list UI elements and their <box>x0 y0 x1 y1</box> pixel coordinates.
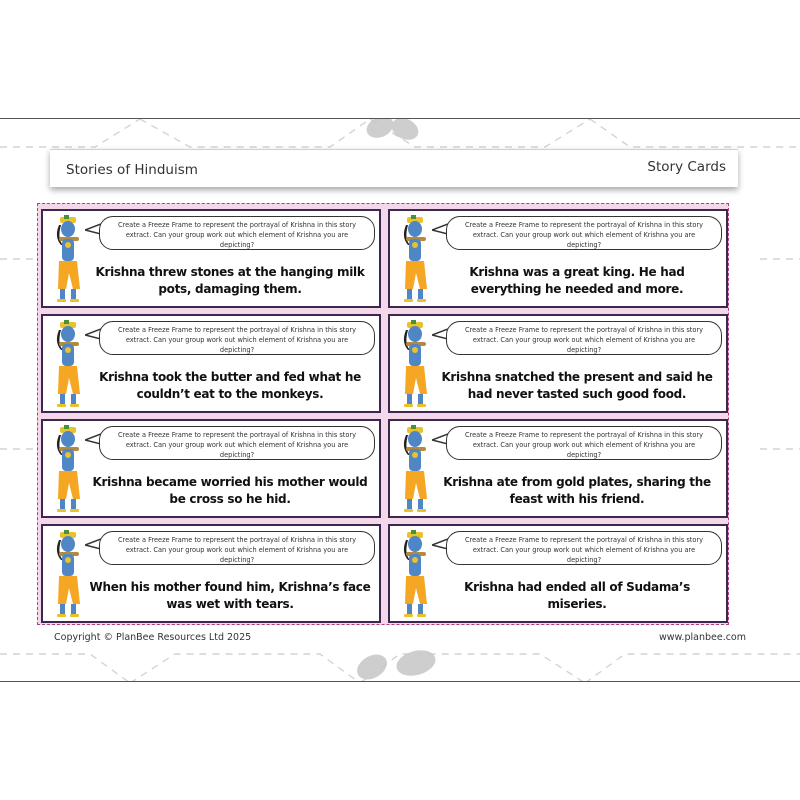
freeze-frame-prompt: Create a Freeze Frame to represent the portrayal of Krishna in this story extract. Can your group work out which element of Krishna you are depicting? <box>446 531 722 565</box>
krishna-illustration-icon <box>49 215 89 305</box>
story-card <box>41 524 381 623</box>
story-card <box>388 419 728 518</box>
story-text: Krishna threw stones at the hanging milk pots, damaging them. <box>95 265 365 296</box>
krishna-illustration-icon <box>396 215 436 305</box>
page-header <box>50 149 738 187</box>
krishna-illustration-icon <box>49 530 89 620</box>
story-card <box>388 209 728 308</box>
freeze-frame-prompt: Create a Freeze Frame to represent the portrayal of Krishna in this story extract. Can your group work out which element of Krishna you are depicting? <box>99 531 375 565</box>
story-card <box>388 314 728 413</box>
story-text: Krishna was a great king. He had everything he needed and more. <box>469 265 685 296</box>
story-text: Krishna took the butter and fed what he couldn’t eat to the monkeys. <box>99 370 361 401</box>
section-label: Story Cards <box>647 159 726 175</box>
krishna-illustration-icon <box>396 425 436 515</box>
freeze-frame-prompt: Create a Freeze Frame to represent the portrayal of Krishna in this story extract. Can your group work out which element of Krishna you are depicting? <box>99 426 375 460</box>
story-text: Krishna became worried his mother would be cross so he hid. <box>92 475 368 506</box>
story-text: Krishna snatched the present and said he had never tasted such good food. <box>441 370 713 401</box>
freeze-frame-prompt: Create a Freeze Frame to represent the portrayal of Krishna in this story extract. Can your group work out which element of Krishna you are depicting? <box>99 321 375 355</box>
copyright-text: Copyright © PlanBee Resources Ltd 2025 <box>54 632 252 643</box>
page-title: Stories of Hinduism <box>66 162 198 178</box>
story-text: When his mother found him, Krishna’s face was wet with tears. <box>89 580 371 611</box>
story-card <box>41 419 381 518</box>
krishna-illustration-icon <box>396 320 436 410</box>
story-text: Krishna ate from gold plates, sharing the feast with his friend. <box>443 475 711 506</box>
story-card <box>41 314 381 413</box>
freeze-frame-prompt: Create a Freeze Frame to represent the portrayal of Krishna in this story extract. Can your group work out which element of Krishna you are depicting? <box>446 426 722 460</box>
freeze-frame-prompt: Create a Freeze Frame to represent the portrayal of Krishna in this story extract. Can your group work out which element of Krishna you are depicting? <box>446 216 722 250</box>
story-card <box>41 209 381 308</box>
worksheet-page <box>0 118 800 682</box>
krishna-illustration-icon <box>396 530 436 620</box>
freeze-frame-prompt: Create a Freeze Frame to represent the portrayal of Krishna in this story extract. Can your group work out which element of Krishna you are depicting? <box>446 321 722 355</box>
krishna-illustration-icon <box>49 425 89 515</box>
freeze-frame-prompt: Create a Freeze Frame to represent the portrayal of Krishna in this story extract. Can your group work out which element of Krishna you are depicting? <box>99 216 375 250</box>
card-sheet <box>37 203 729 625</box>
story-card <box>388 524 728 623</box>
website-link: www.planbee.com <box>659 632 746 643</box>
krishna-illustration-icon <box>49 320 89 410</box>
story-text: Krishna had ended all of Sudama’s miseries. <box>464 580 690 611</box>
